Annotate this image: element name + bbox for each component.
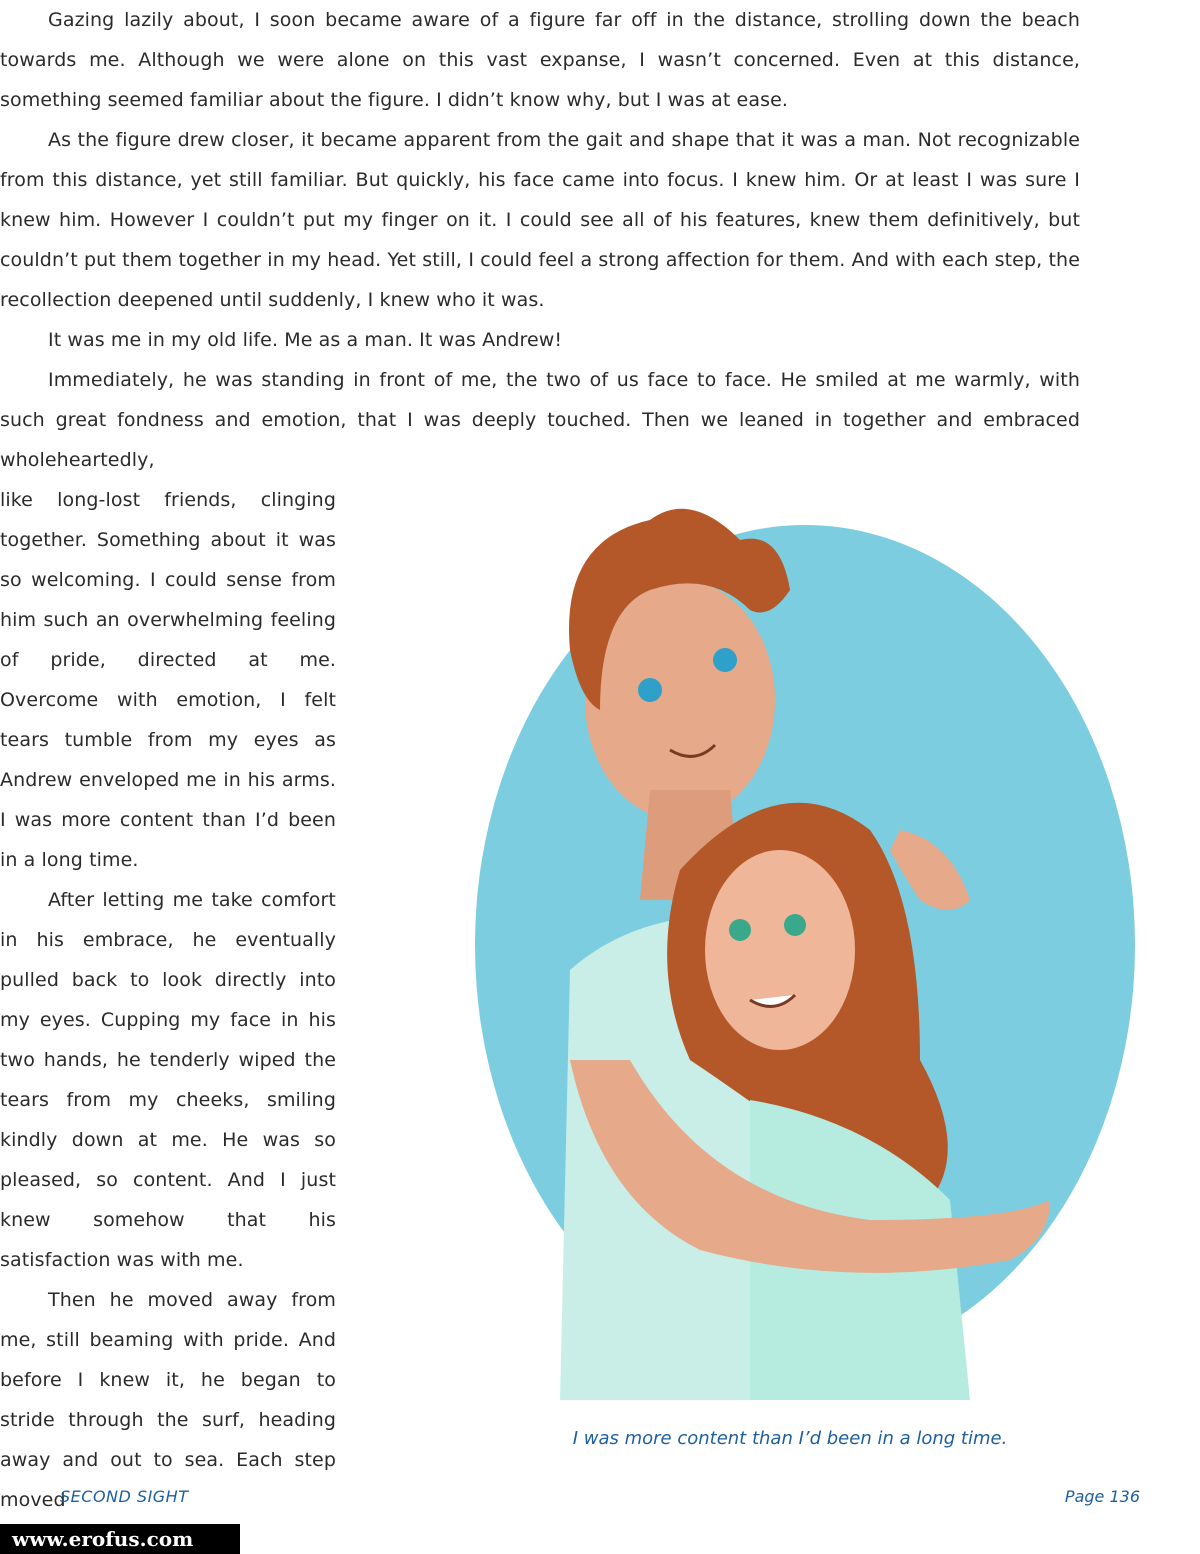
paragraph: Immediately, he was standing in front of me, the two of us face to face. He smiled at me warmly, with such great fondness and emotion, that I was deeply touched. Then we leaned in together and embraced wholeheartedly, [0, 369, 1080, 471]
paragraph: As the figure drew closer, it became apparent from the gait and shape that it was a man. Not recognizable from this distance, yet still familiar. But quickly, his face came into focus. I knew him. Or at least I was sure I knew him. However I couldn’t put my finger on it. I could see all of his features, knew them definitively, but couldn’t put them together in my head. Yet still, I could feel a strong affection for them. And with each step, the recollection deepened until suddenly, I knew who it was. [0, 129, 1080, 311]
paragraph: It was me in my old life. Me as a man. It was Andrew! [48, 329, 563, 351]
page-number: Page 136 [1064, 1487, 1140, 1506]
man-eye-left [638, 678, 662, 702]
paragraph: Then he moved away from me, still beaming with pride. And before I knew it, he began to stride through the surf, heading away and out to sea. Each step moved [0, 1289, 336, 1511]
paragraph: After letting me take comfort in his embrace, he eventually pulled back to look directly into my eyes. Cupping my face in his two hands, he tenderly wiped the tears from my cheeks, smiling kindly down at me. He was so pleased, so content. And I just knew somehow that his satisfaction was with me. [0, 889, 336, 1271]
paragraph: like long-lost friends, clinging together. Something about it was so welcoming. I could sense from him such an overwhelming feeling of pride, directed at me. Overcome with emotion, I felt tears tumble from my eyes as Andrew enveloped me in his arms. I was more content than I’d been in a long time. [0, 489, 336, 871]
column-text-block [0, 480, 336, 1520]
man-eye-right [713, 648, 737, 672]
paragraph: Gazing lazily about, I soon became aware of a figure far off in the distance, strolling down the beach towards me. Although we were alone on this vast expanse, I wasn’t concerned. Even at this distance, something seemed familiar about the figure. I didn’t know why, but I was at ease. [0, 9, 1080, 111]
woman-eye-right [784, 914, 806, 936]
figure-caption: I was more content than I’d been in a long time. [572, 1428, 1008, 1449]
woman-face [705, 850, 855, 1050]
book-title-footer: SECOND SIGHT [60, 1487, 189, 1506]
watermark: www.erofus.com [0, 1524, 240, 1554]
embrace-illustration [450, 500, 1150, 1420]
top-text-block [0, 0, 1080, 480]
woman-eye-left [729, 919, 751, 941]
